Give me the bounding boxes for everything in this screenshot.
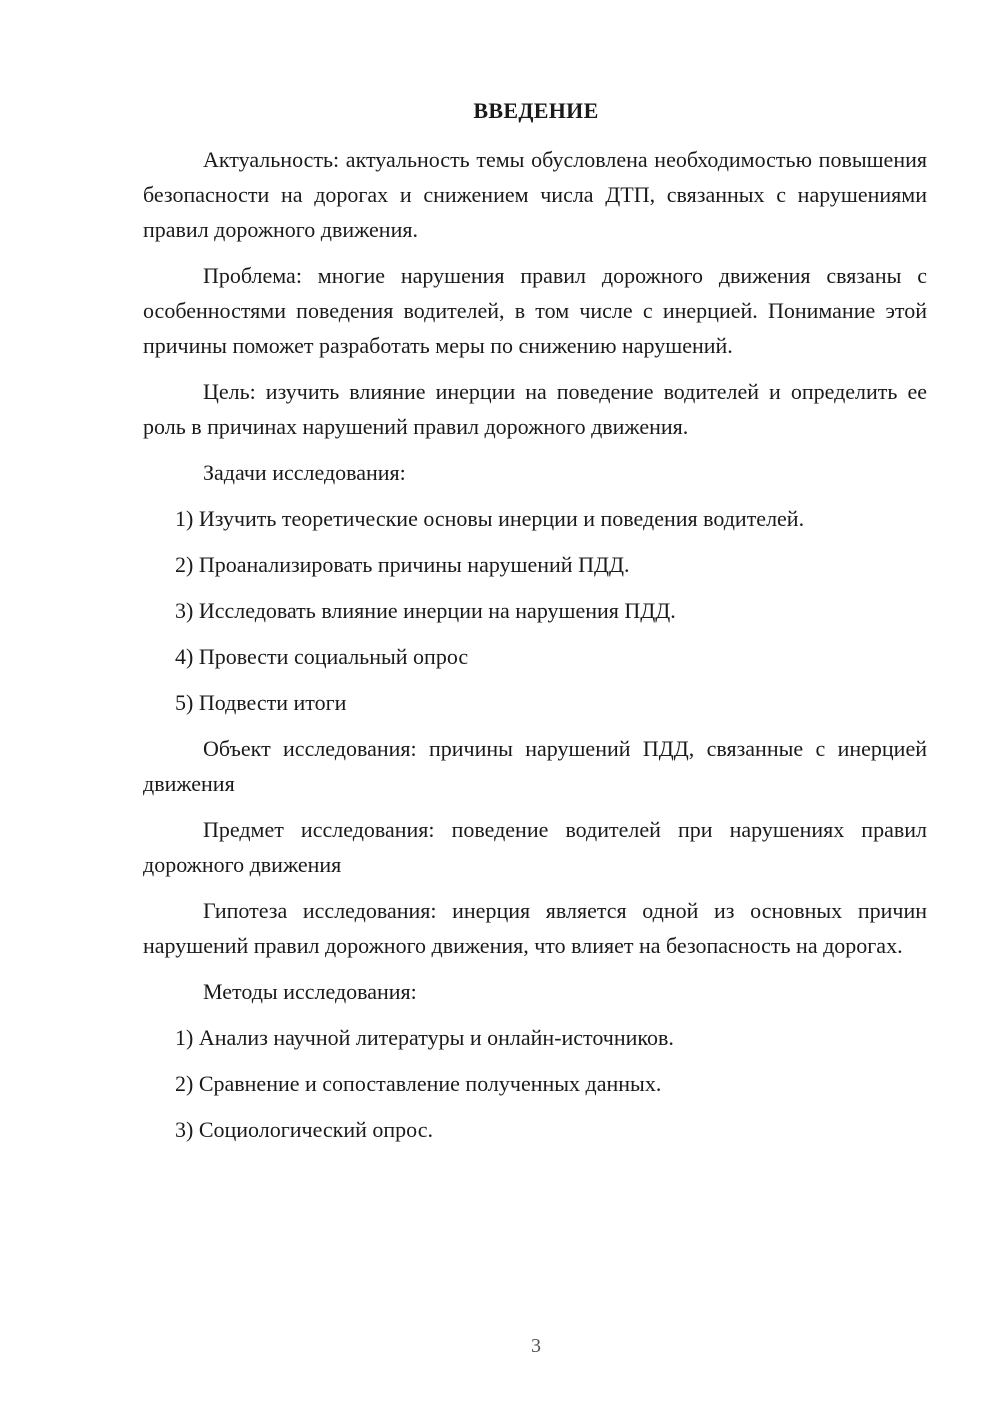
hypothesis-paragraph: Гипотеза исследования: инерция является одной из основных причин нарушений правил дорожного движения, что влияет на безопасность на дорогах.: [143, 898, 927, 958]
tasks-title: Задачи исследования:: [203, 460, 406, 485]
method-item: 1) Анализ научной литературы и онлайн-источников.: [175, 1025, 674, 1050]
section-heading: ВВЕДЕНИЕ: [473, 98, 599, 123]
object-paragraph: Объект исследования: причины нарушений ПДД, связанные с инерцией движения: [143, 736, 927, 796]
body-text: [143, 142, 927, 1158]
task-item: 2) Проанализировать причины нарушений ПДД.: [175, 552, 630, 577]
method-item: 3) Социологический опрос.: [175, 1117, 433, 1142]
method-item: 2) Сравнение и сопоставление полученных данных.: [175, 1071, 662, 1096]
subject-paragraph: Предмет исследования: поведение водителей при нарушениях правил дорожного движения: [143, 817, 927, 877]
methods-title: Методы исследования:: [203, 979, 417, 1004]
task-item: 5) Подвести итоги: [175, 690, 347, 715]
task-item: 4) Провести социальный опрос: [175, 644, 469, 669]
task-item: 1) Изучить теоретические основы инерции и поведения водителей.: [175, 506, 805, 531]
task-item: 3) Исследовать влияние инерции на нарушения ПДД.: [175, 598, 676, 623]
problem-paragraph: Проблема: многие нарушения правил дорожного движения связаны с особенностями поведения водителей, в том числе с инерцией. Понимание этой причины поможет разработать меры по снижению нарушений.: [143, 263, 927, 358]
relevance-paragraph: Актуальность: актуальность темы обусловлена необходимостью повышения безопасности на дорогах и снижением числа ДТП, связанных с нарушениями правил дорожного движения.: [143, 147, 927, 242]
goal-paragraph: Цель: изучить влияние инерции на поведение водителей и определить ее роль в причинах нарушений правил дорожного движения.: [143, 379, 927, 439]
page-number: 3: [531, 1335, 541, 1357]
